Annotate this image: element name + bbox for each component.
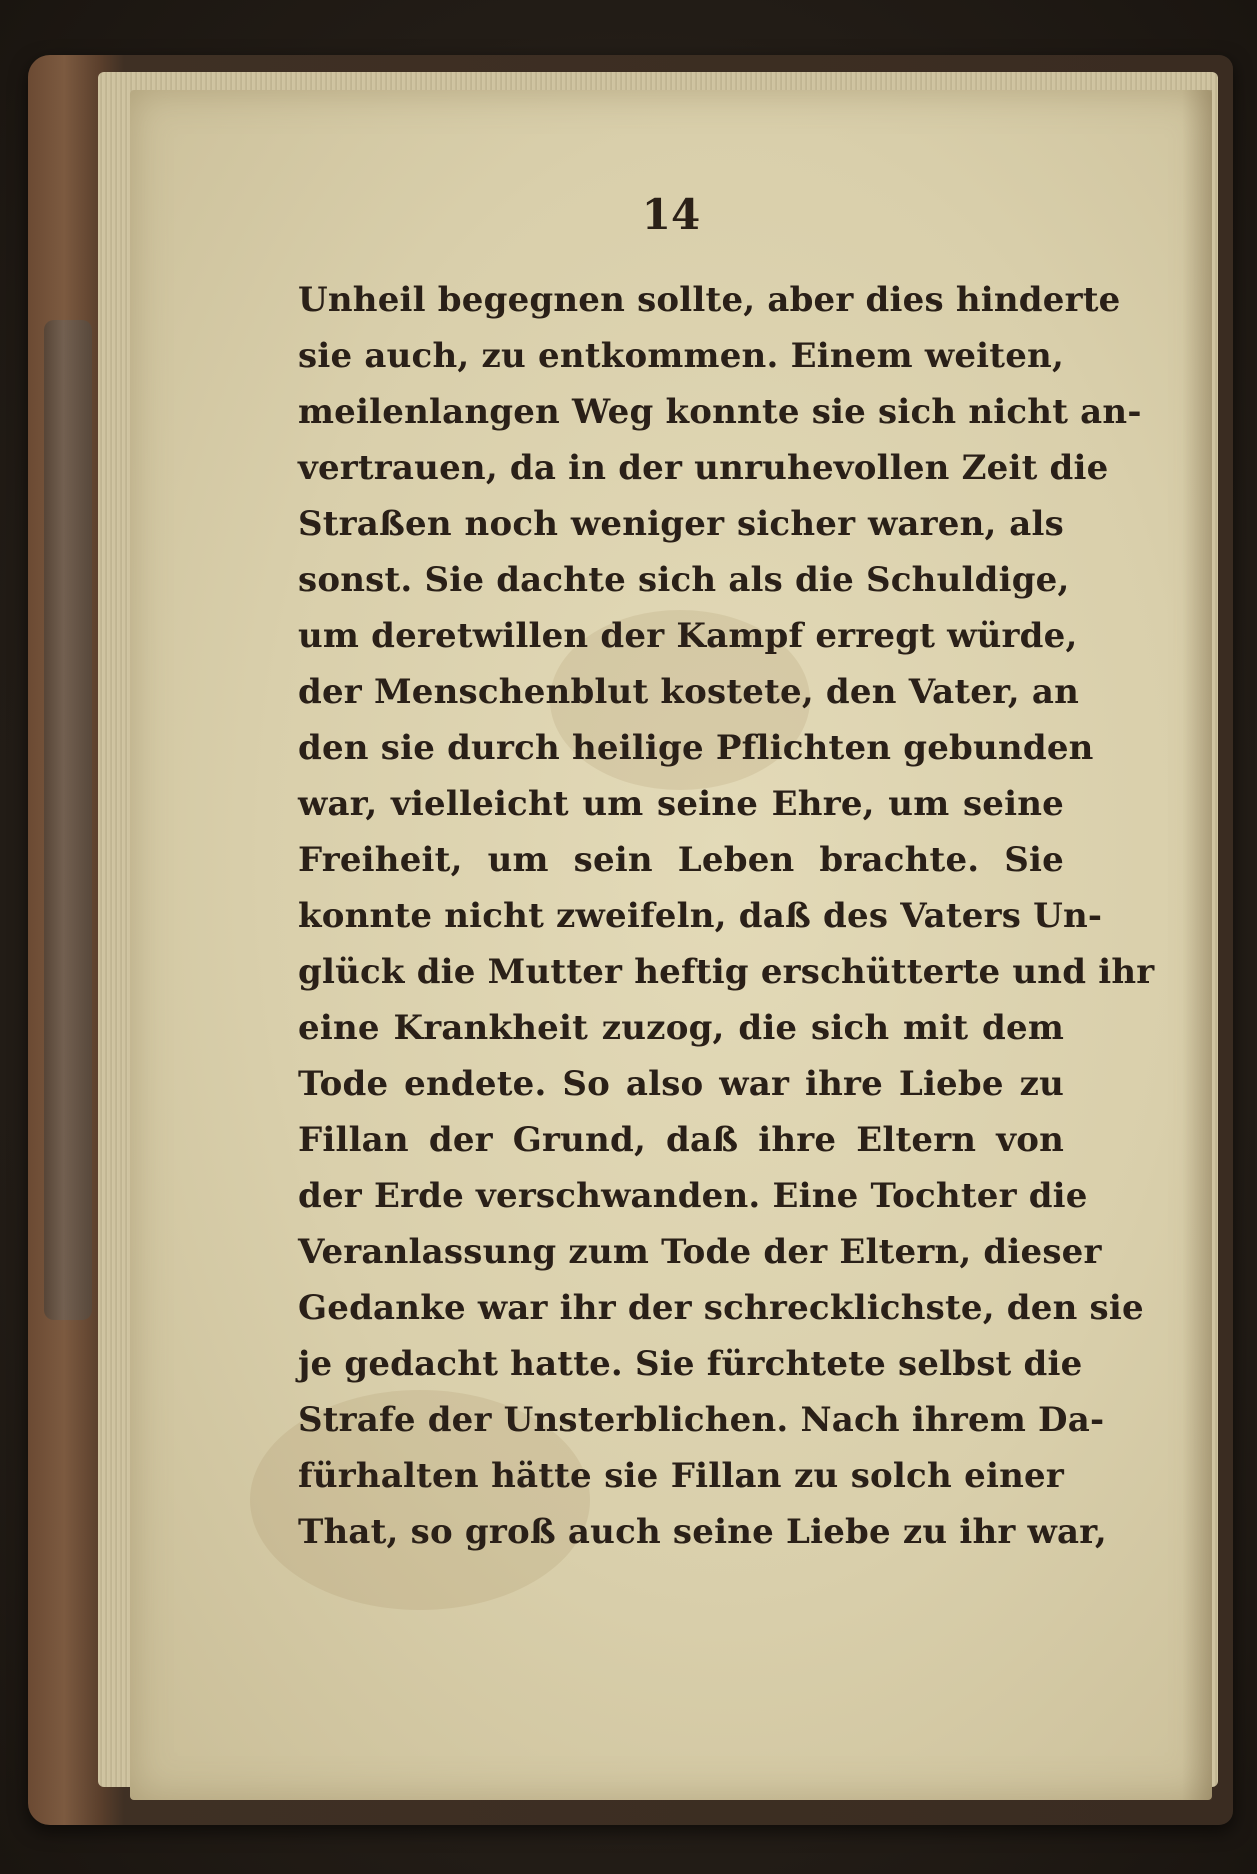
text-line: Straßen noch weniger sicher waren, als (298, 504, 1064, 544)
text-line: Gedanke war ihr der schrecklichste, den sie (298, 1288, 1144, 1328)
text-line: vertrauen, da in der unruhevollen Zeit die (298, 448, 1109, 488)
text-line: Fillan der Grund, daß ihre Eltern von (298, 1120, 1064, 1160)
text-line: der Erde verschwanden. Eine Tochter die (298, 1176, 1088, 1216)
text-line: Veranlassung zum Tode der Eltern, dieser (298, 1232, 1102, 1272)
text-line: war, vielleicht um seine Ehre, um seine (298, 784, 1064, 824)
text-line: Unheil begegnen sollte, aber dies hinderte (298, 280, 1121, 320)
text-line: um deretwillen der Kampf erregt würde, (298, 616, 1078, 656)
text-line: der Menschenblut kostete, den Vater, an (298, 672, 1079, 712)
text-line: je gedacht hatte. Sie fürchtete selbst die (298, 1344, 1083, 1384)
text-line: That, so groß auch seine Liebe zu ihr war, (298, 1512, 1107, 1552)
text-line: den sie durch heilige Pflichten gebunden (298, 728, 1094, 768)
text-line: Tode endete. So also war ihre Liebe zu (298, 1064, 1064, 1104)
text-line: sonst. Sie dachte sich als die Schuldige, (298, 560, 1070, 600)
text-line: konnte nicht zweifeln, daß des Vaters Un- (298, 896, 1103, 936)
text-line: meilenlangen Weg konnte sie sich nicht an- (298, 392, 1142, 432)
text-line: glück die Mutter heftig erschütterte und ihr (298, 952, 1155, 992)
text-line: Strafe der Unsterblichen. Nach ihrem Da- (298, 1400, 1105, 1440)
spine-wear (44, 320, 92, 1320)
text-line: fürhalten hätte sie Fillan zu solch einer (298, 1456, 1064, 1496)
text-line: sie auch, zu entkommen. Einem weiten, (298, 336, 1064, 376)
page-number: 14 (641, 190, 701, 239)
text-line: eine Krankheit zuzog, die sich mit dem (298, 1008, 1064, 1048)
body-text (298, 272, 1155, 1560)
text-line: Freiheit, um sein Leben brachte. Sie (298, 840, 1064, 880)
page-gutter-shadow (1182, 90, 1212, 1800)
